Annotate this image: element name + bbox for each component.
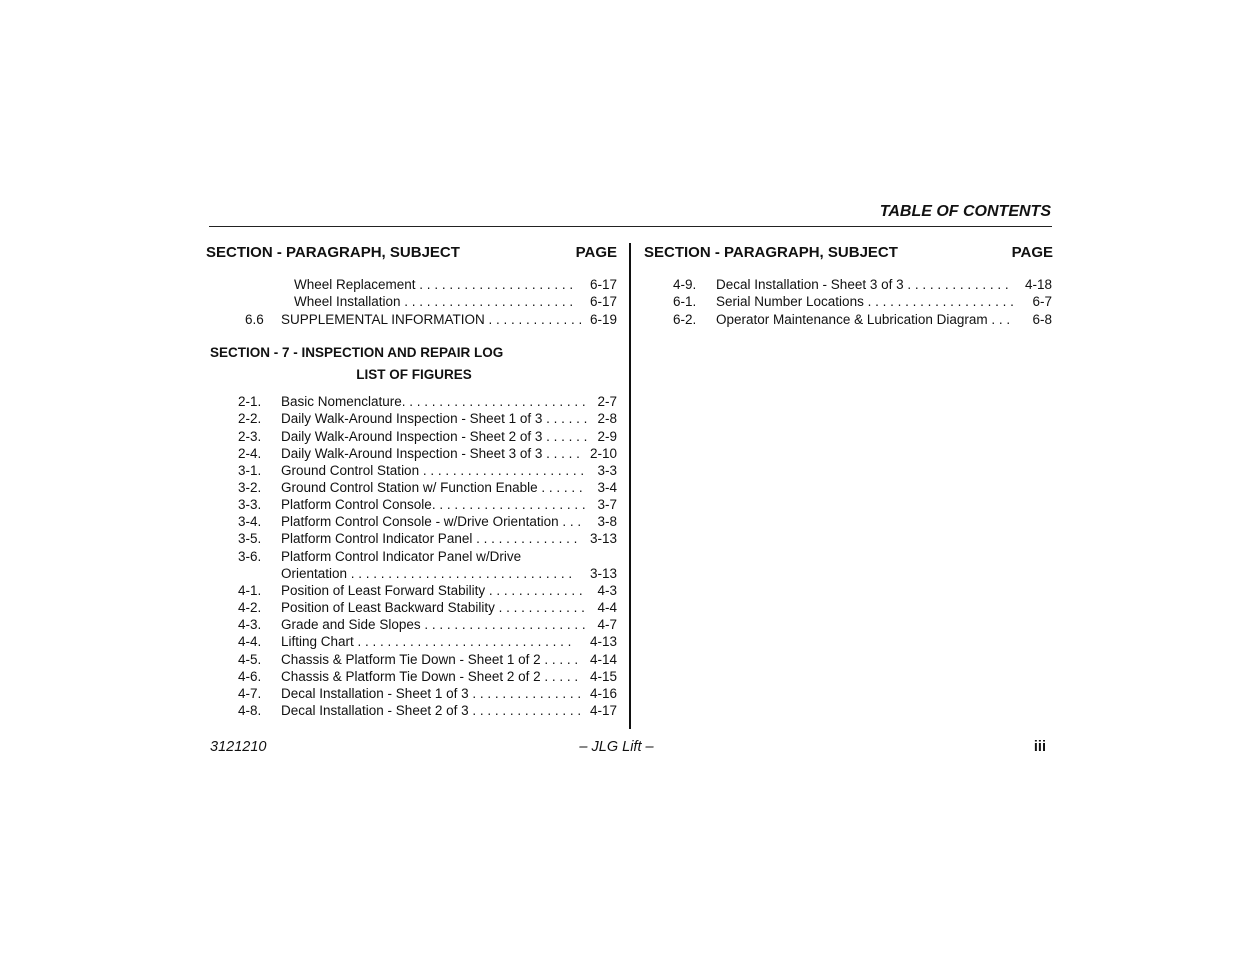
figure-entry[interactable] (0, 462, 1235, 479)
figure-entry[interactable] (0, 599, 1235, 616)
figure-entry[interactable] (0, 276, 1235, 293)
figure-title: Platform Control Console. . . . . . . . . . . . . . . . . . . . . (281, 497, 586, 512)
figure-title: Daily Walk-Around Inspection - Sheet 2 of 3 . . . . . . (281, 429, 588, 444)
figure-title: Operator Maintenance & Lubrication Diagram . . . (716, 312, 1011, 327)
figure-entry[interactable] (0, 496, 1235, 513)
figure-page: 4-4 (597, 600, 617, 615)
figure-number: 3-2. (238, 480, 262, 495)
figure-page: 2-8 (597, 411, 617, 426)
figure-page: 4-18 (1024, 277, 1052, 292)
figure-entry[interactable] (0, 582, 1235, 599)
figure-entry[interactable] (0, 393, 1235, 410)
document-number: 3121210 (210, 739, 267, 755)
page-number: iii (1033, 739, 1046, 755)
figure-number: 6-2. (673, 312, 697, 327)
figure-entry[interactable] (0, 702, 1235, 719)
footer-brand: – JLG Lift – (579, 739, 654, 755)
figure-page: 3-4 (597, 480, 617, 495)
figure-page: 4-3 (597, 583, 617, 598)
figure-entry[interactable] (0, 293, 1235, 310)
figure-title: Chassis & Platform Tie Down - Sheet 1 of 2 . . . . . (281, 652, 579, 667)
figure-number: 3-5. (238, 531, 262, 546)
figure-title: Lifting Chart . . . . . . . . . . . . . . . . . . . . . . . . . . . . . (281, 634, 572, 649)
figure-title: Basic Nomenclature. . . . . . . . . . . . . . . . . . . . . . . . . (281, 394, 586, 409)
entry-text: Wheel Replacement . . . . . . . . . . . . . . . . . . . . . (294, 277, 574, 292)
figure-entry[interactable] (0, 530, 1235, 547)
figure-entry[interactable] (0, 651, 1235, 668)
left-page-heading: PAGE (575, 244, 617, 261)
figure-number: 3-6. (238, 549, 262, 564)
entry-text: Wheel Installation . . . . . . . . . . . . . . . . . . . . . . . (294, 294, 574, 309)
figure-page: 3-3 (597, 463, 617, 478)
figure-page: 6-8 (1032, 312, 1052, 327)
figure-title: Platform Control Console - w/Drive Orientation . . . (281, 514, 582, 529)
figure-entry[interactable] (0, 685, 1235, 702)
figure-number: 4-8. (238, 703, 262, 718)
figure-number: 4-7. (238, 686, 262, 701)
figure-entry[interactable] (0, 565, 1235, 582)
figure-title: Grade and Side Slopes . . . . . . . . . . . . . . . . . . . . . . (281, 617, 586, 632)
figure-entry[interactable] (0, 410, 1235, 427)
figure-page: 2-9 (597, 429, 617, 444)
left-section-heading: SECTION - PARAGRAPH, SUBJECT (206, 244, 460, 261)
figure-entry[interactable] (0, 479, 1235, 496)
section-7-heading[interactable]: SECTION - 7 - INSPECTION AND REPAIR LOG (210, 345, 504, 360)
figure-number: 4-6. (238, 669, 262, 684)
figure-title: Daily Walk-Around Inspection - Sheet 3 of 3 . . . . . (281, 446, 580, 461)
figure-title: Platform Control Indicator Panel w/Drive (281, 549, 522, 564)
figure-number: 4-2. (238, 600, 262, 615)
figure-entry[interactable] (0, 668, 1235, 685)
figure-page: 3-7 (597, 497, 617, 512)
figure-title: Position of Least Forward Stability . . . . . . . . . . . . . (281, 583, 583, 598)
figure-title: Ground Control Station . . . . . . . . . . . . . . . . . . . . . . (281, 463, 585, 478)
entry-text: SUPPLEMENTAL INFORMATION . . . . . . . . . . . . . (281, 312, 583, 327)
figure-title: Decal Installation - Sheet 1 of 3 . . . . . . . . . . . . . . . (281, 686, 582, 701)
figure-number: 6-1. (673, 294, 697, 309)
figure-title: Platform Control Indicator Panel . . . . . . . . . . . . . . (281, 531, 578, 546)
figure-title: Ground Control Station w/ Function Enable . . . . . . (281, 480, 583, 495)
figure-number: 2-2. (238, 411, 262, 426)
figure-page: 4-7 (597, 617, 617, 632)
figure-entry[interactable] (0, 616, 1235, 633)
figure-number: 2-3. (238, 429, 262, 444)
right-page-heading: PAGE (1011, 244, 1053, 261)
figure-entry[interactable] (0, 311, 1235, 328)
figure-page: 4-16 (589, 686, 617, 701)
list-of-figures-heading: LIST OF FIGURES (356, 367, 472, 382)
figure-page: 2-10 (589, 446, 617, 461)
figure-title: Daily Walk-Around Inspection - Sheet 1 of 3 . . . . . . (281, 411, 588, 426)
figure-number: 2-4. (238, 446, 262, 461)
figure-number: 4-3. (238, 617, 262, 632)
entry-page: 6-19 (589, 312, 617, 327)
figure-title: Chassis & Platform Tie Down - Sheet 2 of 2 . . . . . (281, 669, 579, 684)
figure-entry[interactable] (0, 445, 1235, 462)
figure-title: Serial Number Locations . . . . . . . . . . . . . . . . . . . . (716, 294, 1014, 309)
figure-page: 4-13 (589, 634, 617, 649)
figure-title: Position of Least Backward Stability . . . . . . . . . . . . (281, 600, 585, 615)
figure-page: 4-15 (589, 669, 617, 684)
figure-number: 4-4. (238, 634, 262, 649)
entry-page: 6-17 (589, 277, 617, 292)
figure-page: 4-14 (589, 652, 617, 667)
entry-page: 6-17 (589, 294, 617, 309)
figure-number: 4-5. (238, 652, 262, 667)
right-section-heading: SECTION - PARAGRAPH, SUBJECT (644, 244, 898, 261)
figure-page: 3-13 (589, 566, 617, 581)
figure-title: Decal Installation - Sheet 3 of 3 . . . . . . . . . . . . . . (716, 277, 1009, 292)
figure-entry[interactable] (0, 513, 1235, 530)
figure-number: 4-9. (673, 277, 697, 292)
figure-entry[interactable] (0, 633, 1235, 650)
figure-number: 3-3. (238, 497, 262, 512)
figure-page: 6-7 (1032, 294, 1052, 309)
figure-title: Decal Installation - Sheet 2 of 3 . . . . . . . . . . . . . . . (281, 703, 582, 718)
entry-number: 6.6 (245, 312, 264, 327)
figure-number: 2-1. (238, 394, 262, 409)
header-rule (209, 226, 1052, 227)
page-title: TABLE OF CONTENTS (879, 203, 1051, 220)
figure-number: 4-1. (238, 583, 262, 598)
figure-page: 3-13 (589, 531, 617, 546)
figure-page: 3-8 (597, 514, 617, 529)
figure-entry[interactable] (0, 428, 1235, 445)
figure-page: 4-17 (589, 703, 617, 718)
figure-number: 3-1. (238, 463, 262, 478)
figure-number: 3-4. (238, 514, 262, 529)
figure-title: Orientation . . . . . . . . . . . . . . . . . . . . . . . . . . . . . . (281, 566, 573, 581)
figure-page: 2-7 (597, 394, 617, 409)
figure-entry[interactable] (0, 548, 1235, 565)
